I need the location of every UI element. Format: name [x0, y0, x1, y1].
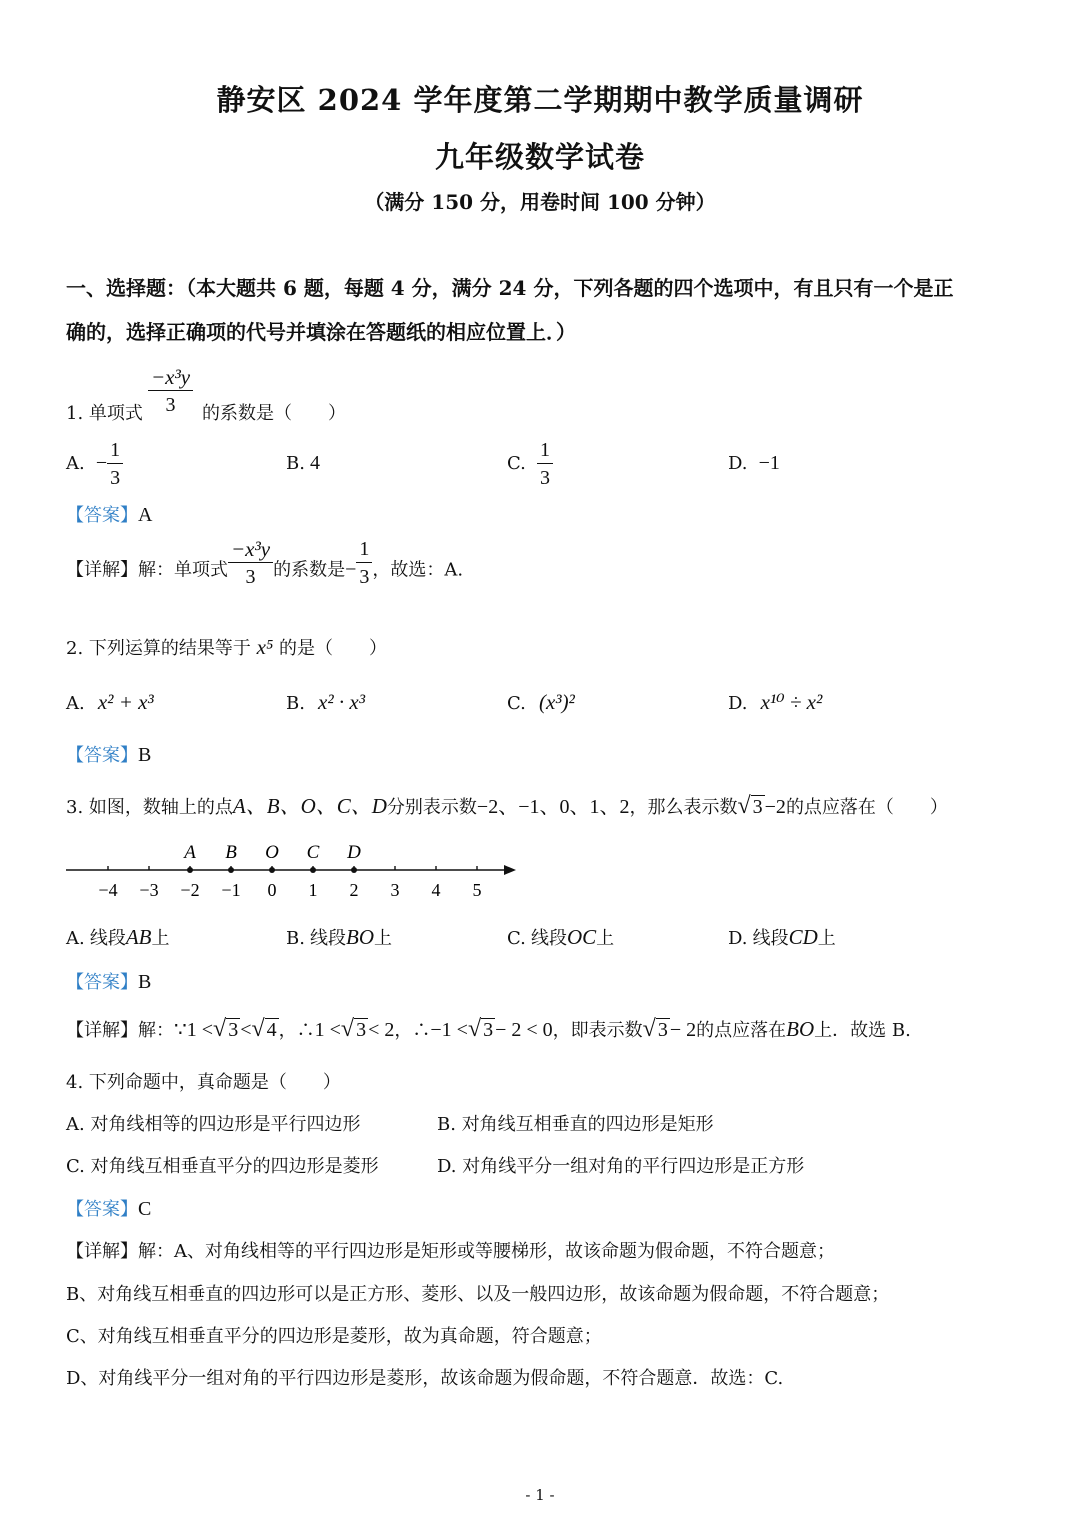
q1-frac-num: −x³y: [148, 364, 193, 391]
number-line-point-label: D: [347, 842, 361, 863]
detail-tag: 【详解】: [66, 1241, 138, 1262]
q3-option-a-seg: AB: [125, 925, 152, 949]
q4-option-a: [66, 1110, 360, 1136]
q3-number: 3.: [66, 797, 84, 818]
q3-option-c-pre: 线段: [530, 928, 567, 949]
q3-pre: 如图，数轴上的点: [88, 797, 233, 818]
q1-option-a-sign: −: [95, 452, 108, 474]
q3-option-c-seg: OC: [566, 925, 597, 949]
q1-option-d-letter: D.: [728, 453, 748, 474]
q4-option-a-text: 对角线相等的四边形是平行四边形: [90, 1114, 361, 1135]
number-line-tick-label: 1: [308, 880, 318, 900]
q3-detail-p3: 1 <: [314, 1019, 341, 1041]
number-line-tick-label: −1: [221, 880, 241, 900]
q1-option-d-text: −1: [758, 452, 780, 474]
q4-detail-line3: C、对角线互相垂直平分的四边形是菱形，故为真命题，符合题意；: [66, 1326, 602, 1347]
q3-detail-tail4: 上．故选 B.: [814, 1020, 911, 1041]
q3-detail-sqrt3-d: 3: [657, 1019, 668, 1041]
q3-option-b-pre: 线段: [310, 928, 347, 949]
q4-detail-line4: D、对角线平分一组对角的平行四边形是菱形，故该命题为假命题，不符合题意．故选：C.: [66, 1368, 784, 1389]
number-line-tick-label: 2: [349, 880, 359, 900]
q2-option-c-letter: C.: [507, 693, 526, 714]
q3-detail-p6: − 2 < 0: [495, 1019, 553, 1041]
q3-option-d-letter: D.: [728, 928, 748, 949]
q1-detail-frac-num: −x³y: [228, 536, 273, 563]
q3-option-b-post: 上: [374, 928, 393, 949]
q3-answer-value: B: [138, 971, 152, 993]
q3-answer: [66, 968, 151, 994]
q2-option-a-letter: A.: [66, 693, 85, 714]
q1-option-a-letter: A.: [66, 453, 85, 474]
q3-detail-p2: <: [240, 1019, 252, 1041]
q1-detail-mid: 的系数是: [273, 559, 346, 581]
number-line-point-label: C: [306, 842, 320, 863]
q1-answer-value: A: [138, 504, 153, 526]
q1-detail-sign: −: [345, 558, 357, 581]
q3-option-d-post: 上: [817, 928, 836, 949]
q3-detail-p5: −1 <: [430, 1019, 468, 1041]
q3-option-c: [507, 924, 614, 950]
q3-points: A、B、O、C、D: [232, 794, 387, 818]
q3-option-b-seg: BO: [346, 925, 375, 949]
q3-post: 的点应落在（ ）: [785, 797, 948, 818]
number-line-tick-label: 0: [267, 880, 277, 900]
q3-minus-two: −2: [764, 796, 786, 818]
q4-option-d: [437, 1152, 804, 1178]
q1-option-c-num: 1: [537, 437, 553, 464]
q2-option-b-letter: B.: [286, 693, 305, 714]
answer-tag: 【答案】: [66, 505, 138, 526]
detail-tag: 【详解】: [66, 559, 138, 581]
q3-option-d-seg: CD: [788, 925, 818, 949]
q3-detail-sqrt3-b: 3: [356, 1019, 367, 1041]
q2-answer: [66, 741, 151, 767]
number-line-point: [187, 867, 193, 873]
q1-option-b-text: 4: [310, 452, 321, 474]
exam-score-time: （满分 150 分，用卷时间 100 分钟）: [364, 190, 716, 214]
q3-sqrt-arg: 3: [752, 796, 763, 818]
q2-post: 的是（ ）: [279, 638, 388, 659]
q2-option-d: [728, 690, 822, 715]
q2-option-b: [286, 690, 365, 715]
q4-option-d-text: 对角线平分一组对角的平行四边形是正方形: [462, 1156, 805, 1177]
section-heading-line2: 确的，选择正确项的代号并填涂在答题纸的相应位置上．）: [66, 320, 576, 344]
q2-stem: [66, 634, 387, 660]
q3-option-a: [66, 924, 169, 950]
q1-detail-post: ，故选：A.: [372, 559, 464, 581]
page-number: - 1 -: [525, 1486, 555, 1504]
q2-option-d-expr: x¹⁰ ÷ x²: [760, 690, 823, 714]
q1-post: 的系数是（ ）: [202, 403, 346, 424]
q3-stem: 3. 如图，数轴上的点A、B、O、C、D分别表示数−2、−1、0、1、2，那么表示数√ 3 −2的点应落在（ ）: [66, 793, 948, 819]
q4-answer: [66, 1195, 151, 1221]
q4-option-c: [66, 1152, 379, 1178]
number-line-point: [228, 867, 234, 873]
q1-pre: 单项式: [88, 403, 143, 424]
q3-option-b: [286, 924, 392, 950]
q1-option-d: [728, 452, 780, 475]
q3-option-a-letter: A.: [66, 928, 85, 949]
therefore-symbol: ，∴: [278, 1020, 315, 1041]
q3-detail-tail1: ，即表示数: [552, 1020, 643, 1041]
q4-option-d-letter: D.: [437, 1156, 457, 1177]
q1-detail-frac-den: 3: [245, 566, 256, 588]
q4-answer-value: C: [138, 1198, 152, 1220]
q1-detail: [66, 537, 464, 591]
q3-option-d: [728, 924, 836, 950]
q2-option-d-letter: D.: [728, 693, 748, 714]
because-symbol: ∵: [174, 1019, 187, 1041]
q2-number: 2.: [66, 638, 84, 659]
q1-stem: [66, 399, 143, 425]
q1-fraction: [148, 364, 193, 419]
number-line-point: [310, 867, 316, 873]
q3-detail-sqrt3-a: 3: [228, 1019, 239, 1041]
q3-detail-tail3: 的点应落在: [696, 1020, 787, 1041]
q3-detail-p1: 1 <: [186, 1019, 214, 1041]
q3-option-a-pre: 线段: [89, 928, 126, 949]
number-line-tick-label: −3: [139, 880, 159, 900]
q2-expr: x⁵: [256, 635, 274, 659]
q3-option-c-letter: C.: [507, 928, 526, 949]
q3-option-a-post: 上: [151, 928, 170, 949]
q4-option-a-letter: A.: [66, 1114, 85, 1135]
number-line: [60, 836, 530, 906]
number-line-tick-label: 4: [431, 880, 441, 900]
q3-values: −2、−1、0、1、2: [476, 796, 630, 818]
answer-tag: 【答案】: [66, 745, 138, 766]
q1-option-c-letter: C.: [507, 453, 526, 474]
q2-answer-value: B: [138, 744, 152, 766]
q4-question: 下列命题中，真命题是（ ）: [88, 1072, 341, 1093]
exam-title: 静安区 2024 学年度第二学期期中教学质量调研: [216, 83, 864, 117]
detail-tag: 【详解】: [66, 1020, 138, 1041]
q1-detail-num: 1: [356, 536, 372, 563]
number-line-tick-label: 3: [390, 880, 400, 900]
q1-option-c-den: 3: [539, 467, 550, 489]
q2-option-c: [507, 690, 575, 715]
q1-option-c: [507, 437, 553, 492]
q1-answer: [66, 501, 152, 527]
q3-detail-p4: < 2: [368, 1019, 395, 1041]
q3-detail-sqrt4: 4: [266, 1019, 277, 1041]
q3-detail-seg: BO: [786, 1017, 815, 1041]
q4-option-b-letter: B.: [437, 1114, 456, 1135]
q1-option-b-letter: B.: [286, 453, 305, 474]
q3-mid2: ，那么表示数: [629, 797, 738, 818]
number-line-arrow-icon: [504, 865, 516, 875]
q4-stem: [66, 1068, 341, 1094]
q2-option-b-expr: x² · x³: [318, 690, 366, 714]
q4-option-b: [437, 1110, 714, 1136]
number-line-tick-label: −4: [98, 880, 118, 900]
number-line-point-label: A: [184, 842, 196, 863]
q4-detail-a: 解：A、对角线相等的平行四边形是矩形或等腰梯形，故该命题为假命题，不符合题意；: [138, 1241, 835, 1262]
answer-tag: 【答案】: [66, 1199, 138, 1220]
therefore-symbol: ，∴: [394, 1020, 431, 1041]
q1-option-a: [66, 437, 123, 492]
q3-detail-pre: 解：: [138, 1020, 174, 1041]
q2-option-c-expr: (x³)²: [538, 690, 575, 714]
q3-detail-tail2: − 2: [669, 1019, 697, 1041]
number-line-point-label: O: [265, 842, 279, 863]
number-line-point: [351, 867, 357, 873]
q1-detail-pre: 解：单项式: [138, 559, 228, 581]
number-line-point-label: B: [225, 842, 237, 863]
section-heading-line1: 一、选择题：（本大题共 6 题，每题 4 分，满分 24 分，下列各题的四个选项中，有且只有一个是正: [66, 276, 954, 300]
q4-option-b-text: 对角线互相垂直的四边形是矩形: [461, 1114, 714, 1135]
q4-detail-line2: B、对角线互相垂直的四边形可以是正方形、菱形、以及一般四边形，故该命题为假命题，不符合题意；: [66, 1284, 890, 1305]
exam-subject-title: 九年级数学试卷: [434, 140, 645, 174]
q3-detail-sqrt3-c: 3: [483, 1019, 494, 1041]
q4-option-c-letter: C.: [66, 1156, 85, 1177]
q2-option-a-expr: x² + x³: [97, 690, 154, 714]
q2-pre: 下列运算的结果等于: [88, 638, 251, 659]
q3-option-d-pre: 线段: [752, 928, 789, 949]
number-line-tick-label: 5: [472, 880, 482, 900]
number-line-tick-label: −2: [180, 880, 200, 900]
q3-mid: 分别表示数: [386, 797, 477, 818]
q4-detail-line1: [66, 1237, 835, 1263]
q4-number: 4.: [66, 1072, 84, 1093]
q1-detail-den: 3: [359, 566, 370, 588]
q3-detail: 【详解】解：∵1 <√ 3 <√ 4 ，∴1 <√ 3 < 2，∴−1 <√ 3 − 2 < 0，即表示数√ 3 − 2的点应落在BO上．故选 B.: [66, 1016, 911, 1042]
q1-frac-den: 3: [165, 394, 176, 416]
q1-option-a-num: 1: [107, 437, 123, 464]
q1-option-b: [286, 452, 320, 475]
q1-option-a-den: 3: [110, 467, 121, 489]
number-line-point: [269, 867, 275, 873]
q3-option-c-post: 上: [596, 928, 615, 949]
q4-option-c-text: 对角线互相垂直平分的四边形是菱形: [90, 1156, 379, 1177]
q2-option-a: [66, 690, 154, 715]
q1-number: 1.: [66, 403, 84, 424]
q3-option-b-letter: B.: [286, 928, 305, 949]
answer-tag: 【答案】: [66, 972, 138, 993]
